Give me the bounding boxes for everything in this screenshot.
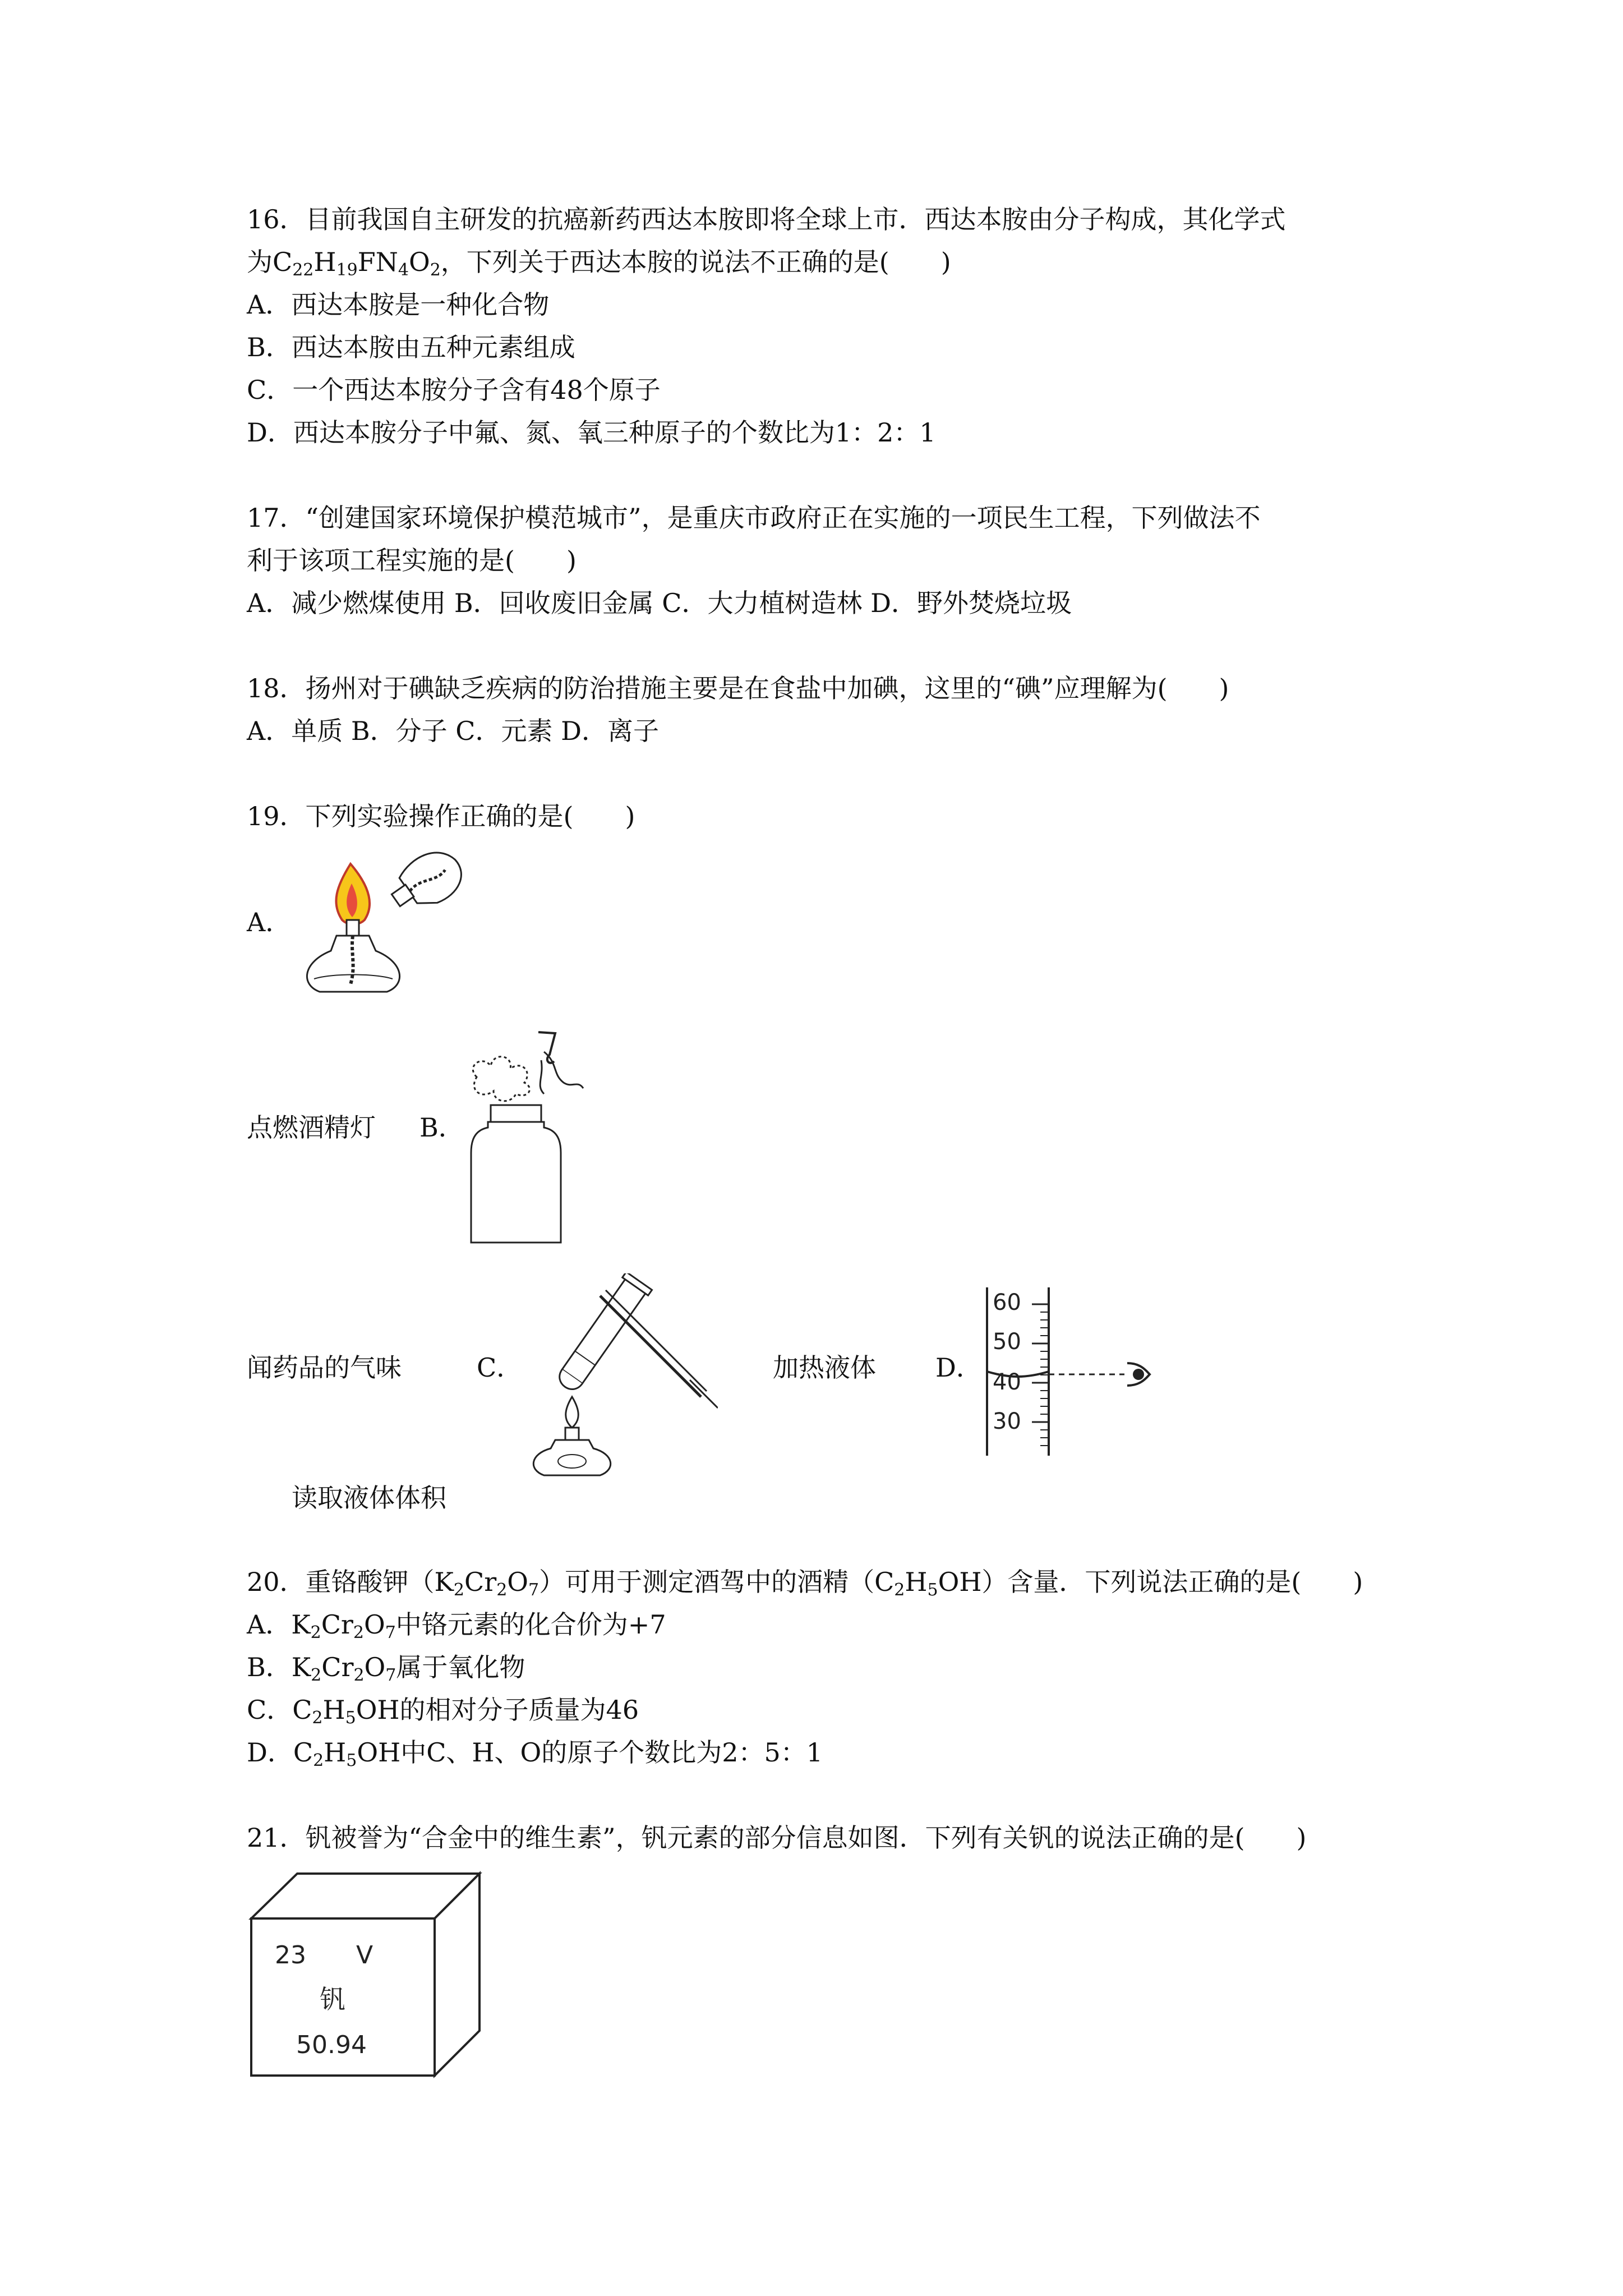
cylinder-tick-40: 40 (993, 1369, 1021, 1395)
cylinder-tick-50: 50 (993, 1329, 1021, 1355)
heating-test-tube-figure (516, 1273, 718, 1481)
q16-option-c: C．一个西达本胺分子含有48个原子 (247, 375, 661, 405)
reagent-bottle-figure (460, 1021, 594, 1251)
q19-caption-c: 加热液体 (773, 1352, 876, 1383)
q21-stem: 21．钒被誉为“合金中的维生素”，钒元素的部分信息如图．下列有关钒的说法正确的是( ) (247, 1823, 1307, 1853)
q19-caption-b: 闻药品的气味 (247, 1352, 402, 1383)
q20-option-d: D．$C_2H_5OH$中C、H、O的原子个数比为2：5：1 (247, 1737, 823, 1770)
q18-stem: 18．扬州对于碘缺乏疾病的防治措施主要是在食盐中加碘，这里的“碘”应理解为( ) (247, 673, 1229, 703)
graduated-cylinder-figure (976, 1282, 1161, 1461)
element-atomic-mass: 50.94 (296, 2031, 367, 2059)
q16-option-a: A．西达本胺是一种化合物 (247, 289, 550, 320)
q17-stem-line1: 17．“创建国家环境保护模范城市”，是重庆市政府正在实施的一项民生工程，下列做法不 (247, 503, 1261, 533)
q16-option-d: D．西达本胺分子中氟、氮、氧三种原子的个数比为1：2：1 (247, 417, 936, 448)
q20-stem: 20．重铬酸钾$(K_2Cr_2O_7)$可用于测定酒驾中的酒精$(C_2H_5OH)$含量．下列说法正确的是( ) (247, 1567, 1363, 1600)
q19-stem: 19．下列实验操作正确的是( ) (247, 801, 635, 831)
q20-option-a: A．$K_2Cr_2O_7$中铬元素的化合价为+7 (247, 1609, 666, 1642)
q20-option-c: C．$C_2H_5OH$的相对分子质量为46 (247, 1695, 639, 1728)
q16-option-b: B．西达本胺由五种元素组成 (247, 332, 575, 362)
cylinder-tick-30: 30 (993, 1409, 1021, 1434)
q19-option-a-label: A． (247, 907, 292, 937)
q16-stem-line1: 16．目前我国自主研发的抗癌新药西达本胺即将全球上市．西达本胺由分子构成，其化学式 (247, 204, 1286, 234)
q19-option-d-label: D． (935, 1352, 982, 1383)
element-name: 钒 (320, 1984, 345, 2014)
q17-options: A．减少燃煤使用 B．回收废旧金属 C．大力植树造林 D．野外焚烧垃圾 (247, 588, 1072, 618)
cylinder-tick-60: 60 (993, 1290, 1021, 1315)
element-symbol: V (356, 1941, 374, 1970)
q19-caption-d: 读取液体体积 (292, 1483, 446, 1513)
q20-option-b: B．$K_2Cr_2O_7$属于氧化物 (247, 1652, 525, 1685)
element-atomic-number: 23 (275, 1941, 306, 1970)
element-cube-figure (247, 1871, 482, 2078)
q19-option-c-label: C． (477, 1352, 523, 1383)
q19-option-b-label: B． (419, 1112, 464, 1143)
q17-stem-line2: 利于该项工程实施的是( ) (247, 545, 577, 576)
q18-options: A．单质 B．分子 C．元素 D．离子 (247, 716, 659, 746)
q19-caption-a: 点燃酒精灯 (247, 1112, 376, 1143)
q16-stem-line2: 为$C_{22}H_{19}FN_4O_2$，下列关于西达本胺的说法不正确的是( ) (247, 247, 951, 280)
alcohol-lamp-figure (297, 841, 465, 1010)
